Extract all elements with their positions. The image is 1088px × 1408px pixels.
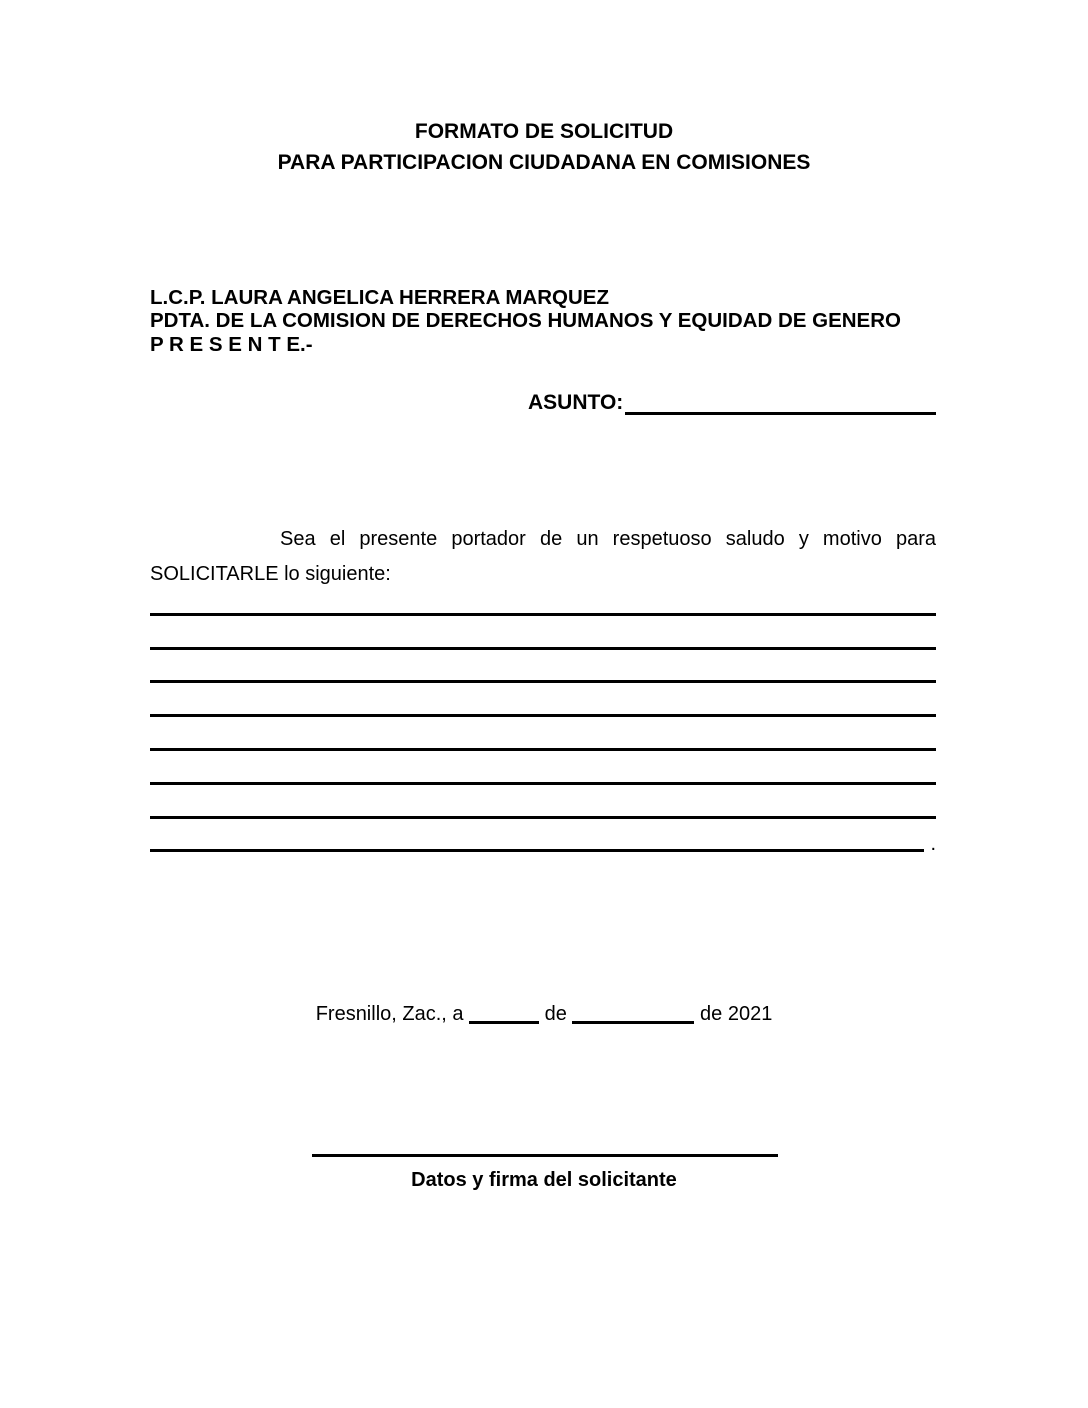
date-month-blank — [572, 1021, 694, 1024]
addressee-block — [150, 286, 901, 356]
blank-request-line — [150, 717, 936, 751]
body-paragraph-line2: SOLICITARLE lo siguiente: — [150, 563, 391, 585]
asunto-label: ASUNTO: — [528, 391, 624, 414]
addressee-role: PDTA. DE LA COMISION DE DERECHOS HUMANOS Y EQUIDAD DE GENERO — [150, 309, 901, 333]
blank-request-line — [150, 751, 936, 785]
trailing-period: . — [930, 833, 936, 856]
document-title — [0, 116, 1088, 178]
blank-request-line — [150, 819, 936, 856]
blank-request-line — [150, 582, 936, 616]
body-paragraph-line1: Sea el presente portador de un respetuoso saludo y motivo para — [280, 528, 936, 550]
addressee-presente: P R E S E N T E.- — [150, 332, 313, 356]
asunto-blank-line — [625, 390, 936, 415]
asunto-row — [528, 390, 936, 415]
signature-label: Datos y firma del solicitante — [411, 1169, 677, 1191]
date-line — [0, 1002, 1088, 1026]
date-prefix: Fresnillo, Zac., a — [315, 1003, 464, 1025]
request-lines — [150, 582, 936, 856]
blank-request-line — [150, 650, 936, 684]
date-connector: de — [544, 1003, 567, 1025]
blank-request-line — [150, 785, 936, 819]
date-day-blank — [469, 1021, 539, 1024]
addressee-name: L.C.P. LAURA ANGELICA HERRERA MARQUEZ — [150, 286, 609, 309]
blank-request-line — [150, 683, 936, 717]
date-suffix: de 2021 — [700, 1003, 773, 1025]
document-title-line2: PARA PARTICIPACION CIUDADANA EN COMISIONES — [277, 151, 811, 174]
document-title-line1: FORMATO DE SOLICITUD — [414, 120, 674, 143]
blank-request-line — [150, 616, 936, 650]
signature-blank-line — [312, 1122, 778, 1157]
